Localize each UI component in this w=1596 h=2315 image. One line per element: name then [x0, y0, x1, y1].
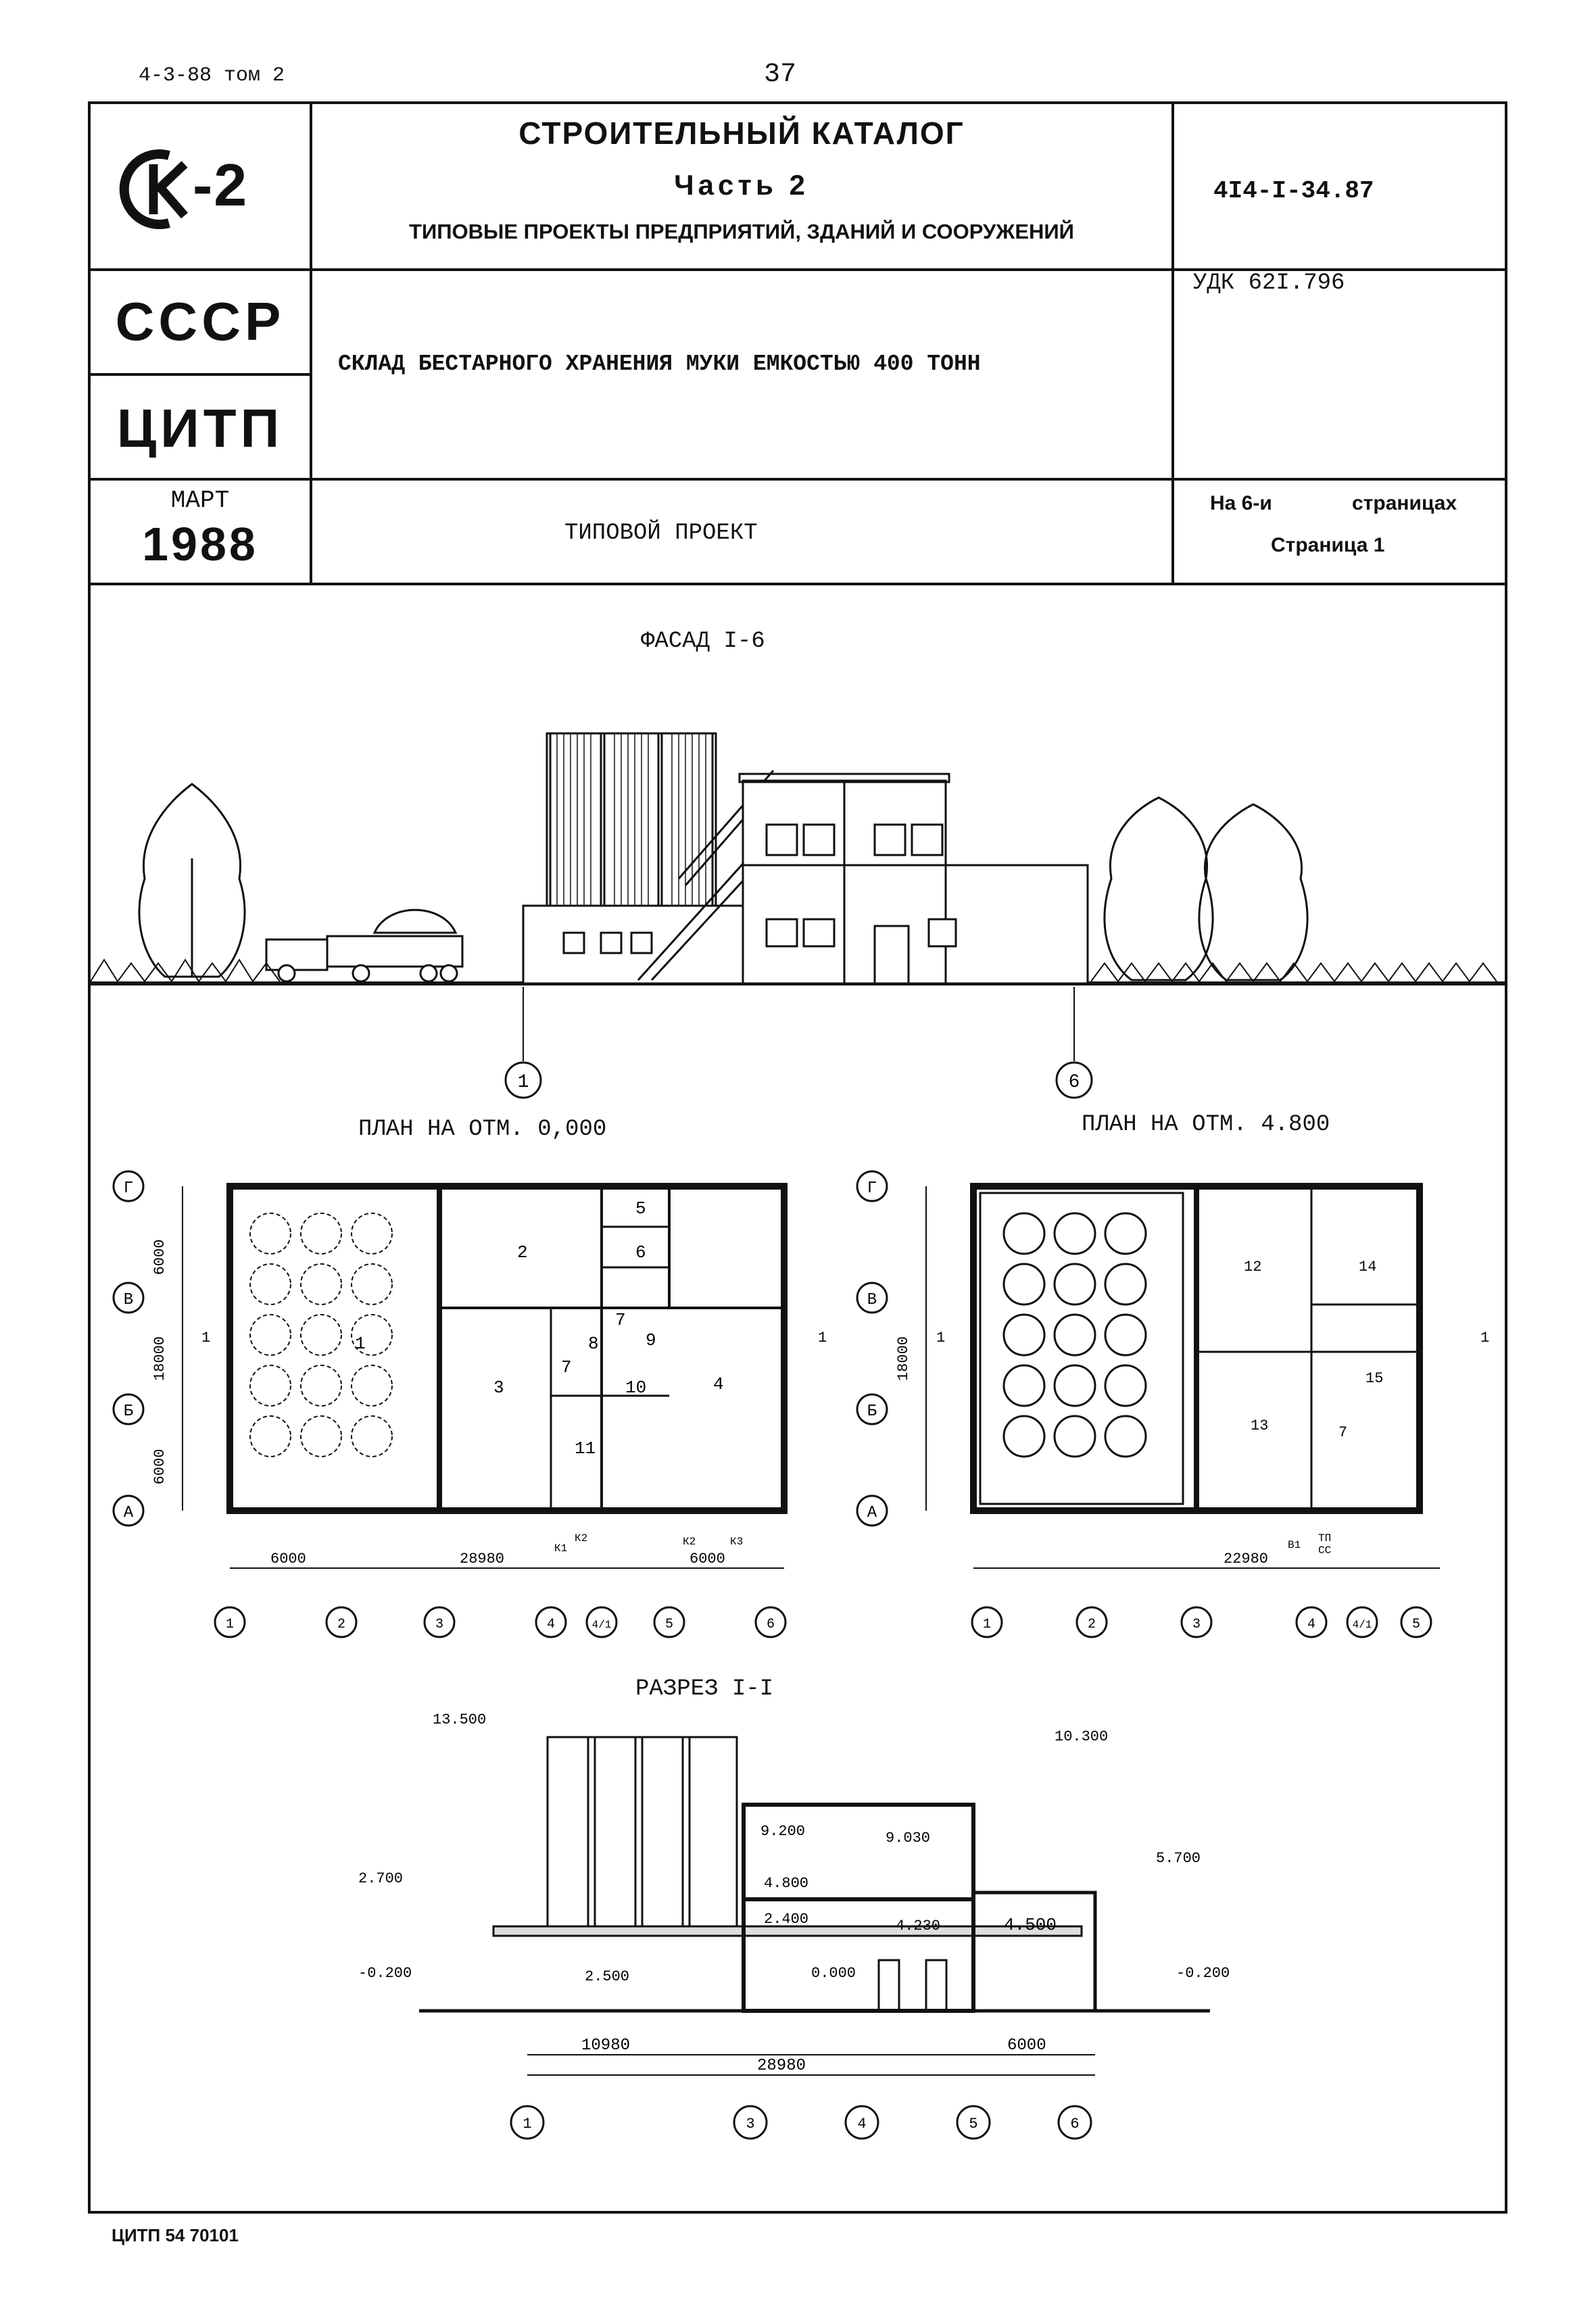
dim-label: 6000	[151, 1448, 168, 1485]
issue-month: МАРТ	[170, 487, 230, 514]
section-silos	[548, 1737, 737, 1926]
pages-word: страницах	[1352, 492, 1457, 514]
facade-axis-label-1: 1	[517, 1072, 529, 1093]
col-axis-label: 3	[746, 2116, 755, 2133]
dim-label: 28980	[460, 1551, 505, 1567]
logo-suffix: -2	[193, 151, 249, 218]
entry-label: К2	[575, 1532, 588, 1544]
row-axis-label: В	[123, 1291, 134, 1309]
grass-left	[91, 960, 280, 981]
col-axis-label: 5	[1411, 1617, 1421, 1632]
level-label: 10.300	[1055, 1728, 1109, 1745]
level-label: 13.500	[433, 1711, 487, 1728]
level-label: 2.500	[585, 1968, 630, 1985]
plan1-drawing	[101, 1163, 845, 1663]
page-label: Страница 1	[1271, 534, 1385, 556]
room-label: 5	[635, 1198, 646, 1219]
pages-count: На 6-и	[1210, 492, 1272, 514]
facade-drawing	[91, 703, 1505, 1108]
entry-label: К1	[554, 1542, 568, 1555]
dim-label: 6000	[690, 1551, 725, 1567]
room-label: 7	[615, 1310, 626, 1330]
org-citp: ЦИТП	[116, 398, 284, 458]
col-axis-label: 4	[857, 2116, 867, 2133]
col-axis-label: 5	[664, 1617, 674, 1632]
issue-year: 1988	[142, 518, 258, 570]
level-label: 0.000	[811, 1965, 856, 1982]
entry-label: ТП	[1318, 1532, 1332, 1544]
row-axis-label: Б	[867, 1403, 877, 1421]
dim-label: 6000	[151, 1239, 168, 1275]
dim-label: 6000	[270, 1551, 306, 1567]
room-label: 12	[1244, 1259, 1262, 1275]
level-label: 5.700	[1156, 1850, 1201, 1867]
facade-title: ФАСАД I-6	[641, 629, 765, 654]
col-axis-label: 4	[1307, 1617, 1316, 1632]
section-slab	[493, 1926, 1082, 1936]
room-label: 4	[713, 1374, 724, 1394]
col-axis-label: 4/1	[591, 1619, 612, 1631]
col-axis-label: 6	[1070, 2116, 1080, 2133]
level-label: -0.200	[358, 1965, 412, 1982]
header-divider-3	[88, 583, 1507, 585]
level-label: 9.030	[886, 1830, 931, 1847]
row-axis-label: А	[867, 1504, 877, 1522]
col-axis-label: 4	[546, 1617, 556, 1632]
entry-label: СС	[1318, 1544, 1332, 1557]
plan1-outer-wall	[230, 1186, 784, 1511]
plan1-title: ПЛАН НА ОТМ. 0,000	[358, 1117, 607, 1142]
page-number: 37	[764, 59, 797, 90]
room-label: 6	[635, 1242, 646, 1263]
level-label: 2.700	[358, 1870, 404, 1887]
room-label: 13	[1251, 1417, 1269, 1434]
catalog-part: Часть 2	[674, 169, 809, 201]
col-axis-label: 1	[982, 1617, 992, 1632]
col-axis-label: 3	[1192, 1617, 1201, 1632]
catalog-title: СТРОИТЕЛЬНЫЙ КАТАЛОГ	[518, 116, 965, 151]
facade-axis-label-6: 6	[1068, 1072, 1080, 1093]
truck-icon	[266, 910, 462, 981]
plan2-title: ПЛАН НА ОТМ. 4.800	[1082, 1112, 1330, 1138]
room-label: 9	[646, 1330, 656, 1350]
header-divider-org	[88, 373, 311, 376]
room-label: 2	[517, 1242, 528, 1263]
col-axis-label: 2	[1087, 1617, 1096, 1632]
entry-label: К2	[683, 1536, 696, 1548]
entry-label: К3	[730, 1536, 744, 1548]
room-label: 7	[561, 1357, 572, 1378]
header-divider-2	[88, 478, 1507, 481]
room-label: 7	[1338, 1424, 1348, 1441]
section-title: РАЗРЕЗ I-I	[635, 1676, 774, 1702]
section-mark: 1	[201, 1330, 211, 1346]
col-axis-label: 4/1	[1352, 1619, 1372, 1631]
tree-icon-left	[139, 784, 245, 977]
plan2-drawing	[845, 1163, 1507, 1663]
volume-label: 4-3-88 том 2	[139, 64, 285, 87]
col-axis-label: 5	[969, 2116, 978, 2133]
row-axis-label: А	[123, 1504, 134, 1522]
footer-code: ЦИТП 54 70101	[112, 2225, 239, 2245]
level-label: -0.200	[1176, 1965, 1230, 1982]
row-axis-label: Б	[123, 1403, 134, 1421]
col-axis-label: 1	[523, 2116, 532, 2133]
main-building	[740, 774, 1088, 983]
col-axis-label: 3	[435, 1617, 444, 1632]
entry-label: В1	[1288, 1539, 1301, 1551]
col-axis-label: 6	[766, 1617, 775, 1632]
level-label: 9.200	[760, 1823, 806, 1840]
dim-label: 18000	[895, 1336, 912, 1382]
plan1-silos	[250, 1213, 392, 1457]
dim-label: 22980	[1224, 1551, 1269, 1567]
dim-label: 6000	[1007, 2037, 1046, 2055]
level-label: 2.400	[764, 1911, 809, 1928]
level-label: 4.500	[1004, 1915, 1057, 1935]
room-label: 14	[1359, 1259, 1377, 1275]
dim-label: 10980	[581, 2037, 631, 2055]
col-axis-label: 2	[337, 1617, 346, 1632]
level-label: 4.230	[896, 1918, 941, 1934]
section-mark: 1	[818, 1330, 827, 1346]
project-code: 4I4-I-34.87	[1213, 177, 1374, 205]
room-label: 10	[625, 1378, 647, 1398]
header-col-2	[1171, 101, 1174, 584]
plan2-silos	[1004, 1213, 1146, 1457]
level-label: 4.800	[764, 1875, 809, 1892]
room-label: 8	[588, 1334, 599, 1354]
room-label: 1	[355, 1334, 366, 1354]
catalog-subtitle: ТИПОВЫЕ ПРОЕКТЫ ПРЕДПРИЯТИЙ, ЗДАНИЙ И СООРУЖЕНИЙ	[409, 220, 1074, 243]
udk-code: УДК 62I.796	[1193, 270, 1345, 296]
col-axis-label: 1	[225, 1617, 235, 1632]
section-mark: 1	[936, 1330, 946, 1346]
row-axis-label: Г	[867, 1179, 877, 1198]
project-type: ТИПОВОЙ ПРОЕКТ	[564, 520, 758, 546]
org-ussr: СССР	[115, 291, 285, 351]
dim-label: 18000	[151, 1336, 168, 1382]
room-label: 15	[1365, 1370, 1384, 1387]
section-drawing	[338, 1710, 1284, 2149]
room-label: 11	[575, 1438, 596, 1459]
row-axis-label: Г	[123, 1179, 134, 1198]
dim-label: 28980	[757, 2057, 806, 2075]
section-mark: 1	[1480, 1330, 1490, 1346]
document-title: СКЛАД БЕСТАРНОГО ХРАНЕНИЯ МУКИ ЕМКОСТЬЮ 400 ТОНН	[338, 351, 981, 376]
room-label: 3	[493, 1378, 504, 1398]
row-axis-label: В	[867, 1291, 877, 1309]
tree-icon-right	[1105, 798, 1307, 980]
sk2-logo	[112, 145, 294, 233]
